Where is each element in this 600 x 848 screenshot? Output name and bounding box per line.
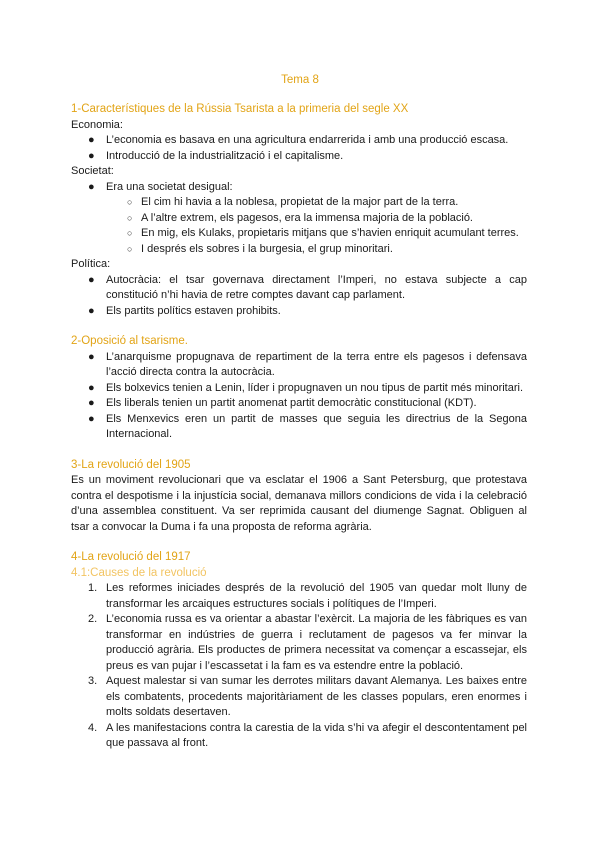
sub-list-item: ○ I després els sobres i la burgesia, el grup minoritari. bbox=[71, 242, 527, 258]
list-item: ● Els partits polítics estaven prohibits. bbox=[71, 304, 527, 320]
bullet-icon: ● bbox=[88, 350, 95, 363]
bullet-icon: ● bbox=[88, 304, 95, 317]
list-item: ● Els Menxevics eren un partit de masses que seguia les directrius de la Segona Internacional. bbox=[88, 412, 527, 440]
document-title: Tema 8 bbox=[281, 74, 319, 86]
politica-label: Política: bbox=[71, 258, 111, 270]
section-4-heading: 4-La revolució del 1917 bbox=[71, 551, 191, 563]
sub-list-item: ○ A l’altre extrem, els pagesos, era la immensa majoria de la població. bbox=[71, 211, 527, 227]
section-4-1-subheading: 4.1:Causes de la revolució bbox=[71, 566, 207, 579]
economia-list bbox=[71, 133, 527, 164]
list-item: ● L’economia es basava en una agricultura endarrerida i amb una producció escasa. bbox=[71, 133, 527, 149]
list-item: ● Introducció de la industrialització i el capitalisme. bbox=[71, 149, 527, 165]
bullet-icon: ● bbox=[88, 134, 95, 146]
societat-list bbox=[71, 180, 527, 258]
list-item: ● Autocràcia: el tsar governava directament l’Imperi, no estava subjecte a cap constitució n’hi havia de retre comptes davant cap parlament. bbox=[88, 273, 527, 301]
bullet-icon: ● bbox=[88, 149, 95, 162]
sub-list-item: ○ En mig, els Kulaks, propietaris mitjans que s’havien enriquit acumulant terres. bbox=[71, 226, 527, 242]
list-item: 3. Aquest malestar si van sumar les derrotes militars davant Alemanya. Les baixes entre els combatents, procedents majoritàriament de les classes populars, eren enormes i molts soldats desertaven. bbox=[88, 675, 527, 718]
circle-bullet-icon: ○ bbox=[127, 243, 133, 254]
section-2-heading: 2-Oposició al tsarisme. bbox=[71, 335, 188, 347]
sub-list-item: ○ El cim hi havia a la noblesa, propietat de la major part de la terra. bbox=[71, 195, 527, 211]
section-3-heading: 3-La revolució del 1905 bbox=[71, 458, 191, 471]
bullet-icon: ● bbox=[88, 381, 95, 394]
societat-label: Societat: bbox=[71, 165, 114, 177]
list-item: 1. Les reformes iniciades després de la revolució del 1905 van quedar molt lluny de transformar les arcaiques estructures socials i polítiques de l’Imperi. bbox=[88, 582, 527, 610]
list-item: 4. A les manifestacions contra la carestia de la vida s’hi va afegir el descontentament pel que passava al front. bbox=[88, 721, 527, 749]
bullet-icon: ● bbox=[88, 180, 95, 193]
economia-label: Economia: bbox=[71, 118, 123, 131]
oposicio-list bbox=[71, 350, 527, 443]
bullet-icon: ● bbox=[88, 273, 95, 286]
list-item: ● Els bolxevics tenien a Lenin, líder i propugnaven un nou tipus de partit més minoritari. bbox=[71, 381, 527, 397]
section-1-heading: 1-Característiques de la Rússia Tsarista a la primeria del segle XX bbox=[71, 103, 409, 115]
document-body bbox=[71, 102, 527, 752]
circle-bullet-icon: ○ bbox=[127, 197, 133, 207]
politica-list bbox=[71, 273, 527, 320]
list-item: ● Era una societat desigual: bbox=[71, 180, 527, 196]
circle-bullet-icon: ○ bbox=[127, 228, 133, 238]
bullet-icon: ● bbox=[88, 412, 95, 425]
bullet-icon: ● bbox=[88, 397, 95, 409]
list-item: ● L’anarquisme propugnava de repartiment de la terra entre els pagesos i defensava l’acció directa contra la autocràcia. bbox=[88, 350, 527, 378]
circle-bullet-icon: ○ bbox=[127, 212, 133, 223]
causes-list bbox=[71, 581, 527, 752]
list-item: 2. L’economia russa es va orientar a abastar l’exèrcit. La majoria de les fàbriques es van transformar en indústries de guerra i reclutament de pagesos va fer minvar la producció agrària. Els productes de primera necessitat va començar a escassejar, els preus es van pujar i l’escassetat i la fam es va estendre entre la població. bbox=[88, 613, 527, 672]
list-item: ● Els liberals tenien un partit anomenat partit democràtic constitucional (KDT). bbox=[71, 396, 527, 412]
section-3-paragraph: Es un moviment revolucionari que va esclatar el 1906 a Sant Petersburg, que protestava contra el despotisme i la injustícia social, demanava millors condicions de vida i la celebració d’una assemblea constituent. Va ser reprimida causant del diumenge Sagnat. Obliguen al tsar a convocar la Duma i fa una proposta de reforma agrària. bbox=[71, 474, 527, 533]
